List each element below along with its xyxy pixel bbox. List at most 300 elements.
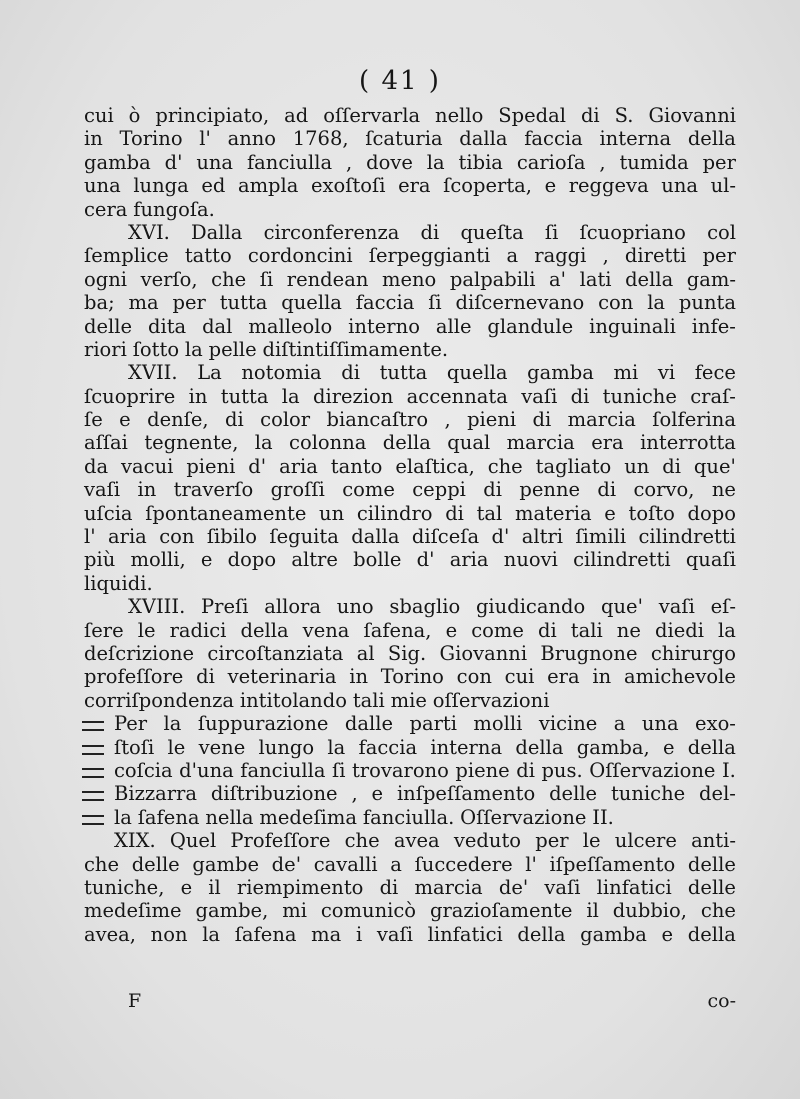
word: mi: [613, 361, 639, 385]
word: tuniche,: [84, 875, 165, 899]
word: ſcoperta,: [443, 174, 533, 198]
word: della: [687, 735, 736, 759]
word: pelle: [208, 337, 257, 361]
word: fanciulla.: [362, 805, 455, 829]
word: una: [641, 712, 679, 736]
word: colonna: [289, 431, 367, 455]
word: diſtribuzione: [210, 782, 338, 806]
word: XVI.: [128, 220, 170, 244]
word: ,: [346, 150, 353, 174]
word: dopo: [227, 548, 277, 572]
word: ſi: [259, 267, 274, 291]
word: ulcere: [614, 829, 677, 853]
text-line: [84, 829, 736, 852]
word: molli: [473, 712, 523, 736]
word: medeſima: [259, 805, 358, 829]
word: allora: [264, 595, 322, 619]
word: cavalli: [313, 852, 378, 876]
word: di: [570, 384, 590, 408]
word: della: [687, 127, 736, 151]
word: ad: [284, 104, 309, 127]
word: S.: [614, 104, 634, 127]
word: verſo,: [140, 267, 198, 291]
word: le: [582, 829, 601, 853]
word: quella: [281, 291, 342, 315]
word: della: [687, 922, 736, 946]
word: pieni: [186, 454, 236, 478]
word: parti: [409, 712, 457, 736]
word: fungoſa.: [133, 197, 215, 221]
text-line: [84, 478, 736, 501]
word: e: [119, 408, 131, 432]
word: profeſſore: [84, 665, 184, 689]
text-line: [84, 174, 736, 197]
word: di: [483, 478, 503, 502]
word: interna: [599, 127, 672, 151]
word: cui: [84, 104, 114, 127]
word: traverſo: [173, 478, 254, 502]
word: vene: [198, 735, 246, 759]
word: lungo: [258, 735, 315, 759]
word: in: [349, 665, 369, 689]
word: gam-: [686, 267, 736, 291]
word: in: [137, 478, 157, 502]
word: linfatici: [596, 875, 672, 899]
word: di: [196, 665, 215, 689]
word: ſemplice: [84, 244, 169, 268]
word: de': [271, 852, 302, 876]
word: avea,: [84, 922, 137, 946]
text-line: [84, 712, 736, 735]
word: ſpontaneamente: [145, 501, 307, 525]
word: fanciulla: [240, 758, 326, 782]
word: dita: [147, 314, 187, 338]
word: cilindretti: [573, 548, 671, 572]
word: della: [382, 431, 431, 455]
word: vaſi: [84, 478, 121, 502]
word: cilindretti: [638, 525, 736, 549]
page-footer: [84, 990, 736, 1014]
word: ſuccedere: [414, 852, 513, 876]
word: Torino: [380, 665, 444, 689]
word: ſi: [331, 758, 346, 782]
word: dove: [366, 150, 413, 174]
word: dopo: [687, 501, 736, 525]
word: veterinaria: [227, 665, 337, 689]
text-line: [84, 198, 736, 221]
word: come: [342, 478, 395, 502]
text-line: [84, 338, 736, 361]
text-line: [84, 525, 736, 548]
word: tumida: [619, 150, 689, 174]
word: inſpeſſamento: [396, 782, 536, 806]
word: la: [327, 735, 346, 759]
word: Bizzarra: [114, 782, 198, 806]
word: pus.: [541, 758, 583, 782]
word: tegnente,: [144, 431, 239, 455]
word: ſafena: [137, 805, 200, 829]
word: vaſi: [658, 595, 695, 619]
word: bolle: [353, 548, 402, 572]
word: altre: [291, 548, 338, 572]
word: Brugnone: [540, 641, 638, 665]
word: la: [718, 618, 736, 642]
text-line: [84, 151, 736, 174]
word: meno: [381, 267, 437, 291]
word: interrotta: [640, 431, 736, 455]
word: di: [532, 408, 552, 432]
word: di: [516, 758, 535, 782]
word: queſta: [460, 220, 524, 244]
word: il: [208, 875, 221, 899]
word: Giovanni: [648, 104, 736, 127]
word: della: [625, 267, 674, 291]
word: ſe: [84, 408, 103, 432]
word: gamba: [527, 361, 594, 385]
word: e: [662, 735, 675, 759]
word: ed: [201, 174, 226, 198]
word: della: [517, 922, 566, 946]
word: e: [661, 922, 674, 946]
word: penne: [519, 478, 581, 502]
word: comunicò: [320, 899, 417, 923]
word: direzion: [312, 384, 394, 408]
word: e: [180, 875, 193, 899]
text-line: [84, 782, 736, 805]
word: vicine: [538, 712, 598, 736]
word: delle: [84, 314, 133, 338]
signature-mark: F: [128, 990, 142, 1012]
word: tatto: [184, 244, 232, 268]
text-line: [84, 642, 736, 665]
word: d': [416, 548, 435, 572]
word: di: [420, 220, 440, 244]
text-line: [84, 361, 736, 384]
word: le: [137, 618, 156, 642]
word: aria: [449, 548, 489, 572]
word: vaſi: [544, 875, 581, 899]
word: tutta: [379, 361, 428, 385]
word: ma: [311, 922, 342, 946]
word: ſafena,: [363, 618, 432, 642]
word: oſſervarla: [323, 104, 421, 127]
word: nella: [205, 805, 254, 829]
word: con: [598, 291, 634, 315]
word: lati: [579, 267, 612, 291]
word: per: [702, 244, 736, 268]
word: de': [498, 875, 529, 899]
word: di: [341, 361, 360, 385]
word: a: [506, 244, 519, 268]
word: glandule: [487, 314, 574, 338]
text-line: [84, 665, 736, 688]
word: chirurgo: [650, 641, 736, 665]
word: tali: [352, 688, 385, 712]
word: e: [604, 501, 616, 525]
word: altri: [521, 525, 564, 549]
word: tanto: [330, 454, 383, 478]
word: per: [172, 291, 206, 315]
word: nuovi: [503, 548, 558, 572]
word: anti-: [691, 829, 736, 853]
word: color: [260, 408, 311, 432]
word: carioſa: [516, 150, 586, 174]
word: ba;: [84, 291, 115, 315]
word: in: [188, 384, 208, 408]
word: con: [159, 525, 195, 549]
word: e: [544, 174, 557, 198]
word: Dalla: [191, 220, 243, 244]
word: ſeguita: [269, 525, 339, 549]
word: le: [167, 735, 186, 759]
word: da: [84, 454, 109, 478]
word: raggi: [534, 244, 587, 268]
word: un: [624, 454, 650, 478]
word: ceppi: [412, 478, 466, 502]
word: elaſtica,: [395, 454, 475, 478]
word: groſſi: [270, 478, 325, 502]
word: di: [379, 875, 399, 899]
word: XVIII.: [128, 595, 186, 619]
text-line: [84, 291, 736, 314]
word: ò: [128, 104, 141, 127]
word: ,: [351, 782, 358, 806]
word: oſſervazioni: [432, 688, 550, 712]
word: inguinali: [589, 314, 676, 338]
word: gambe,: [195, 899, 269, 923]
word: materia: [514, 501, 592, 525]
word: marcia: [567, 408, 636, 432]
word: ampla: [237, 174, 299, 198]
word: di: [225, 408, 244, 432]
word: quaſi: [685, 548, 736, 572]
word: di: [445, 501, 464, 525]
word: a': [549, 267, 567, 291]
word: gambe: [192, 852, 260, 876]
word: Per: [114, 712, 148, 736]
word: denſe,: [147, 408, 209, 432]
word: ne: [711, 478, 736, 502]
word: reggeva: [568, 174, 649, 198]
word: quella: [446, 361, 508, 385]
word: tutta: [219, 291, 268, 315]
word: i: [355, 922, 363, 946]
word: riempimento: [236, 875, 364, 899]
word: nello: [435, 104, 484, 127]
word: que': [601, 595, 643, 619]
word: aria: [108, 525, 147, 549]
word: exo-: [695, 712, 736, 736]
word: craſ-: [690, 384, 736, 408]
word: uſcia: [84, 501, 133, 525]
word: al: [356, 641, 375, 665]
word: che: [700, 899, 736, 923]
word: palpabili: [449, 267, 536, 291]
word: d': [491, 525, 510, 549]
word: I.: [721, 758, 736, 782]
word: gamba: [84, 150, 151, 174]
word: faccia: [355, 291, 415, 315]
word: ul-: [710, 174, 736, 198]
word: eſ-: [710, 595, 736, 619]
word: d': [164, 150, 183, 174]
word: accennata: [406, 384, 508, 408]
text-line: [84, 315, 736, 338]
word: notomia: [241, 361, 322, 385]
word: Spedal: [498, 104, 567, 127]
word: mi: [282, 899, 307, 923]
word: ſolferina: [652, 408, 736, 432]
word: alle: [435, 314, 472, 338]
word: una: [84, 174, 121, 198]
word: ogni: [84, 267, 128, 291]
word: delle: [687, 875, 736, 899]
text-line: [84, 923, 736, 946]
word: non: [150, 922, 188, 946]
text-line: [84, 689, 736, 712]
word: ,: [602, 244, 609, 268]
word: con: [456, 665, 492, 689]
text-line: [84, 104, 736, 127]
text-line: [84, 408, 736, 431]
word: ſi: [544, 220, 559, 244]
word: per: [702, 150, 736, 174]
text-line: [84, 595, 736, 618]
word: sbaglio: [389, 595, 461, 619]
word: lunga: [133, 174, 189, 198]
word: della: [515, 735, 564, 759]
word: dalla: [351, 525, 400, 549]
word: diretti: [624, 244, 687, 268]
word: cordoncini: [247, 244, 353, 268]
text-line: [84, 619, 736, 642]
text-line: [84, 876, 736, 899]
word: coſcia: [114, 758, 173, 782]
word: di: [537, 618, 557, 642]
word: tuniche: [610, 782, 686, 806]
text-line: [84, 268, 736, 291]
word: la: [163, 712, 182, 736]
word: tuniche: [602, 384, 677, 408]
word: l': [84, 525, 96, 549]
word: faccia: [524, 127, 583, 151]
word: Oſſervazione: [460, 805, 587, 829]
word: l': [199, 127, 211, 151]
word: vaſi: [521, 384, 558, 408]
word: ſcuopriano: [579, 220, 686, 244]
word: più: [84, 548, 116, 572]
word: que': [693, 454, 736, 478]
word: trovarono: [351, 758, 449, 782]
word: Oſſervazione: [589, 758, 716, 782]
word: biancaſtro: [326, 408, 429, 432]
text-line: [84, 221, 736, 244]
word: ſi: [428, 291, 442, 315]
word: uno: [336, 595, 374, 619]
word: che: [84, 852, 120, 876]
word: amichevole: [623, 665, 736, 689]
word: era: [547, 665, 580, 689]
word: diſcernevano: [455, 291, 585, 315]
word: diedi: [654, 618, 704, 642]
word: e: [371, 782, 384, 806]
word: molli,: [130, 548, 186, 572]
word: d'una: [179, 758, 234, 782]
word: fanciulla: [246, 150, 333, 174]
word: radici: [169, 618, 227, 642]
word: vacui: [121, 454, 174, 478]
word: Torino: [119, 127, 183, 151]
word: ſerpeggianti: [368, 244, 491, 268]
word: un: [319, 501, 345, 525]
word: tibia: [458, 150, 503, 174]
word: in: [592, 665, 612, 689]
word: delle: [549, 782, 598, 806]
word: toſto: [628, 501, 675, 525]
word: che: [211, 267, 247, 291]
word: vi: [657, 361, 676, 385]
word: la: [426, 150, 445, 174]
word: vaſi: [376, 922, 413, 946]
word: tagliato: [535, 454, 612, 478]
word: dalla: [459, 127, 508, 151]
word: exoſtoſi: [310, 174, 386, 198]
word: ſuppurazione: [197, 712, 329, 736]
word: dalle: [344, 712, 394, 736]
word: Profeſſore: [230, 829, 331, 853]
word: dubbio,: [612, 899, 687, 923]
word: delle: [687, 852, 736, 876]
word: cui: [504, 665, 535, 689]
word: marcia: [506, 431, 575, 455]
word: e: [200, 548, 213, 572]
word: veduto: [453, 829, 522, 853]
word: avea: [393, 829, 440, 853]
word: Preſi: [201, 595, 249, 619]
word: grazioſamente: [429, 899, 573, 923]
word: diſtintiſſimamente.: [262, 337, 449, 361]
word: vena: [302, 618, 350, 642]
word: circoſtanziata: [207, 641, 344, 665]
word: una: [196, 150, 234, 174]
word: corvo,: [633, 478, 695, 502]
word: la: [202, 922, 221, 946]
word: ma: [128, 291, 159, 315]
word: col: [707, 220, 736, 244]
word: deſcrizione: [84, 641, 195, 665]
word: gamba,: [576, 735, 650, 759]
word: II.: [592, 805, 614, 829]
word: ſcuoprire: [84, 384, 176, 408]
word: cera: [84, 197, 128, 221]
word: punta: [678, 291, 736, 315]
word: di: [580, 104, 600, 127]
text-line: [84, 431, 736, 454]
word: a: [613, 712, 626, 736]
word: ſimili: [575, 525, 627, 549]
text-line: [84, 572, 736, 595]
word: era: [398, 174, 431, 198]
word: riori: [84, 337, 127, 361]
text-line: [84, 759, 736, 782]
text-line: [84, 127, 736, 150]
word: marcia: [414, 875, 483, 899]
word: rendean: [286, 267, 369, 291]
word: diſceſa: [411, 525, 480, 549]
word: Quel: [169, 829, 217, 853]
word: ne: [616, 618, 641, 642]
word: faccia: [358, 735, 418, 759]
